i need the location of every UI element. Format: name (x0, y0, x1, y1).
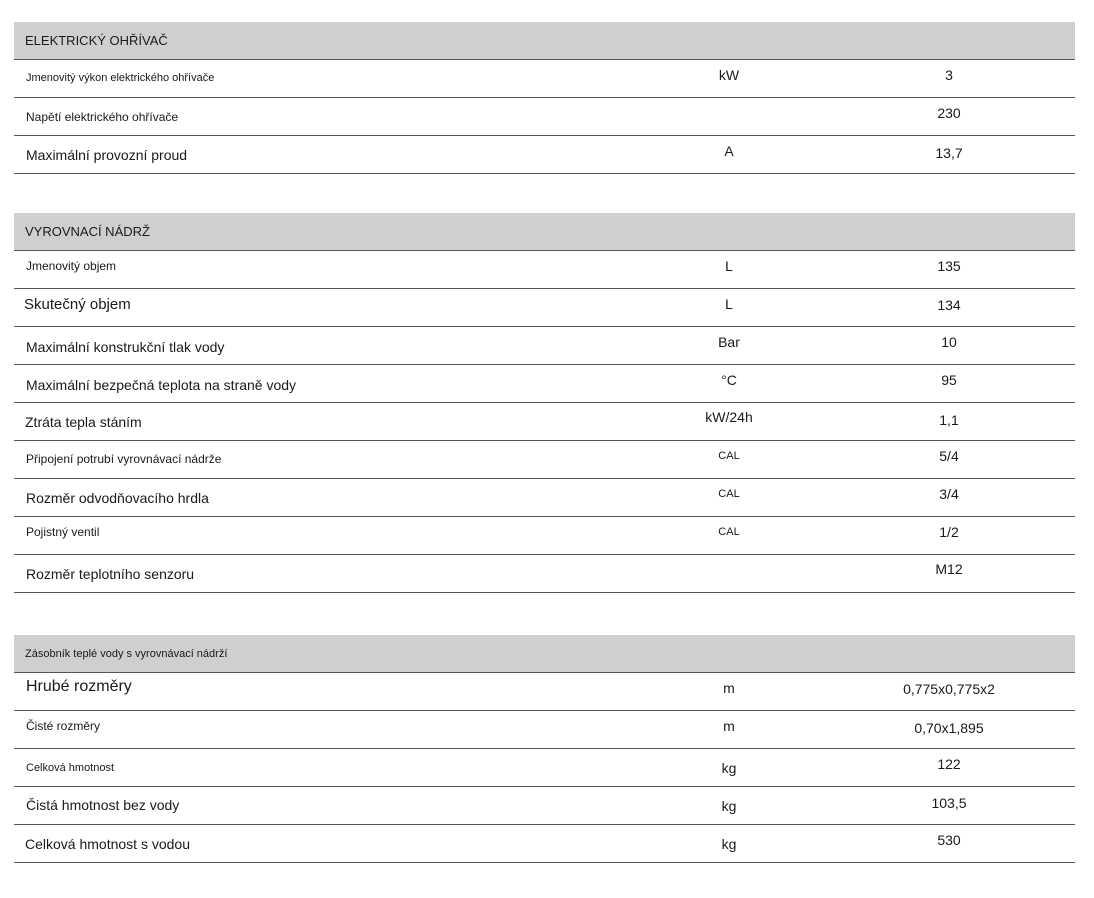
section-header (14, 635, 1075, 673)
row-unit: kg (721, 836, 737, 852)
row-label: Rozměr teplotního senzoru (26, 566, 195, 582)
row-unit: m (723, 718, 735, 734)
row-value: 103,5 (931, 795, 967, 811)
row-value: 122 (937, 756, 961, 772)
table-row (14, 60, 1075, 98)
row-unit: Bar (718, 334, 740, 350)
row-value: 10 (941, 334, 957, 350)
row-value: 13,7 (935, 145, 963, 161)
row-value: 230 (937, 105, 961, 121)
row-unit: kW/24h (705, 409, 753, 425)
table-row (14, 711, 1075, 749)
row-label: Jmenovitý objem (26, 259, 117, 273)
row-unit: kg (721, 760, 737, 776)
row-unit: kg (721, 798, 737, 814)
table-row (14, 825, 1075, 863)
row-value: 3 (945, 67, 953, 83)
row-label: Ztráta tepla stáním (25, 414, 142, 430)
row-unit: kW (718, 67, 740, 83)
row-value: M12 (935, 561, 963, 577)
row-label: Čisté rozměry (26, 719, 101, 733)
section-electric-heater (14, 22, 1075, 174)
row-label: Napětí elektrického ohřívače (26, 110, 179, 124)
row-label: Maximální provozní proud (26, 147, 188, 163)
row-label: Rozměr odvodňovacího hrdla (26, 490, 209, 506)
table-row (14, 251, 1075, 289)
row-label: Hrubé rozměry (26, 678, 132, 695)
row-label: Pojistný ventil (26, 525, 100, 539)
row-unit: °C (721, 372, 737, 388)
row-label: Celková hmotnost (26, 762, 115, 774)
table-row (14, 365, 1075, 403)
section-title: Zásobník teplé vody s vyrovnávací nádrží (25, 647, 228, 660)
row-unit: L (725, 258, 733, 274)
table-row (14, 403, 1075, 441)
table-row (14, 441, 1075, 479)
row-unit: A (724, 143, 734, 159)
row-value: 0,775x0,775x2 (903, 681, 995, 697)
row-value: 1,1 (939, 412, 959, 428)
row-unit: CAL (718, 450, 740, 462)
table-row (14, 136, 1075, 174)
section-header (14, 213, 1075, 251)
section-header (14, 22, 1075, 60)
table-row (14, 98, 1075, 136)
row-value: 530 (937, 832, 961, 848)
table-row (14, 479, 1075, 517)
row-value: 95 (941, 372, 957, 388)
table-row (14, 327, 1075, 365)
table-row (14, 749, 1075, 787)
row-label: Skutečný objem (24, 296, 131, 313)
table-row (14, 289, 1075, 327)
row-unit: CAL (718, 526, 740, 538)
row-value: 3/4 (939, 486, 959, 502)
table-row (14, 555, 1075, 593)
row-value: 5/4 (939, 448, 959, 464)
row-label: Připojení potrubí vyrovnávací nádrže (26, 452, 222, 466)
row-label: Maximální konstrukční tlak vody (26, 339, 225, 355)
row-label: Čistá hmotnost bez vody (26, 797, 180, 813)
row-unit: L (725, 296, 733, 312)
table-row (14, 517, 1075, 555)
row-value: 134 (937, 297, 961, 313)
row-label: Celková hmotnost s vodou (25, 836, 190, 852)
row-label: Maximální bezpečná teplota na straně vody (26, 377, 297, 393)
section-buffer-tank (14, 213, 1075, 593)
row-value: 1/2 (939, 524, 959, 540)
table-row (14, 673, 1075, 711)
section-hot-water-tank (14, 635, 1075, 863)
row-value: 135 (937, 258, 961, 274)
section-title: VYROVNACÍ NÁDRŽ (25, 224, 150, 239)
row-unit: m (723, 680, 735, 696)
table-row (14, 787, 1075, 825)
row-label: Jmenovitý výkon elektrického ohřívače (26, 72, 215, 84)
row-value: 0,70x1,895 (914, 720, 984, 736)
row-unit: CAL (718, 488, 740, 500)
section-title: ELEKTRICKÝ OHŘÍVAČ (25, 33, 168, 48)
